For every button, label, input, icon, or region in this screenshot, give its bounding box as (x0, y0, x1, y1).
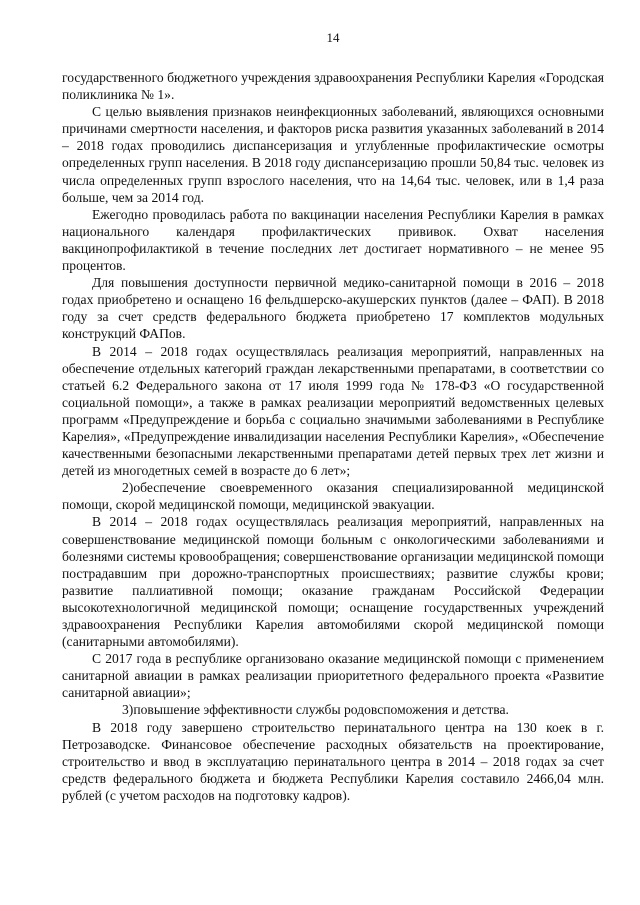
paragraph-fap: Для повышения доступности первичной медико-санитарной помощи в 2016 – 2018 годах приобретено и оснащено 16 фельдшерско-акушерских пунктов (далее – ФАП). В 2018 году за счет средств федерального бюджета приобретено 17 комплектов модульных конструкций ФАПов. (62, 275, 604, 342)
list-text-3: повышение эффективности службы родовспоможения и детства. (133, 702, 509, 718)
paragraph-sanitary-aviation: С 2017 года в республике организовано оказание медицинской помощи с применением санитарной авиации в рамках реализации приоритетного федерального проекта «Развитие санитарной авиации»; (62, 651, 604, 701)
paragraph-dispensarization: С целью выявления признаков неинфекционных заболеваний, являющихся основными причинами смертности населения, и факторов риска развития указанных заболеваний в 2014 – 2018 годах проводились диспансеризация и углубленные профилактические осмотры определенных групп населения. В 2018 году диспансеризацию прошли 50,84 тыс. человек из числа определенных групп взрослого населения, что на 14,64 тыс. человек, или в 1,4 раза больше, чем за 2014 год. (62, 104, 604, 205)
list-text-2: обеспечение своевременного оказания специализированной медицинской помощи, скорой медицинской помощи, медицинской эвакуации. (62, 480, 604, 513)
list-item-3 (62, 701, 604, 718)
list-marker-3: 3) (122, 702, 134, 718)
paragraph-vaccination: Ежегодно проводилась работа по вакцинации населения Республики Карелия в рамках национального календаря профилактических прививок. Охват населения вакцинопрофилактикой в течение последних лет достигает нормативного – не менее 95 процентов. (62, 206, 604, 274)
page-number: 14 (326, 30, 340, 45)
list-marker-2: 2) (122, 480, 134, 496)
paragraph-specialized-care: В 2014 – 2018 годах осуществлялась реализация мероприятий, направленных на совершенствование медицинской помощи больным с онкологическими заболеваниями и болезнями системы кровообращения; совершенствование организации медицинской помощи пострадавшим при дорожно-транспортных происшествиях; развитие службы крови; развитие паллиативной помощи; оказание гражданам Российской Федерации высокотехнологичной медицинской помощи; оснащение государственных учреждений здравоохранения Республики Карелия автомобилями скорой медицинской помощи (санитарными автомобилями). (62, 514, 604, 650)
paragraph-perinatal-center: В 2018 году завершено строительство перинатального центра на 130 коек в г. Петрозаводске. Финансовое обеспечение расходных обязательств на проектирование, строительство и ввод в эксплуатацию перинатального центра в 2014 – 2018 годах за счет средств федерального бюджета и бюджета Республики Карелия составило 2466,04 млн. рублей (с учетом расходов на подготовку кадров). (62, 719, 604, 803)
document-page (62, 30, 604, 804)
paragraph-continuation: государственного бюджетного учреждения здравоохранения Республики Карелия «Городская поликлиника № 1». (62, 70, 604, 103)
paragraph-medicines: В 2014 – 2018 годах осуществлялась реализация мероприятий, направленных на обеспечение отдельных категорий граждан лекарственными препаратами, в соответствии со статьей 6.2 Федерального закона от 17 июля 1999 года № 178-ФЗ «О государственной социальной помощи», а также в рамках реализации мероприятий ведомственных целевых программ «Предупреждение и борьба с социально значимыми заболеваниями в Республике Карелия», «Предупреждение инвалидизации населения Республики Карелия», «Обеспечение качественными безопасными лекарственными препаратами детей первых трех лет жизни и детей из многодетных семей в возрасте до 6 лет»; (62, 343, 604, 479)
list-item-2 (62, 479, 604, 513)
